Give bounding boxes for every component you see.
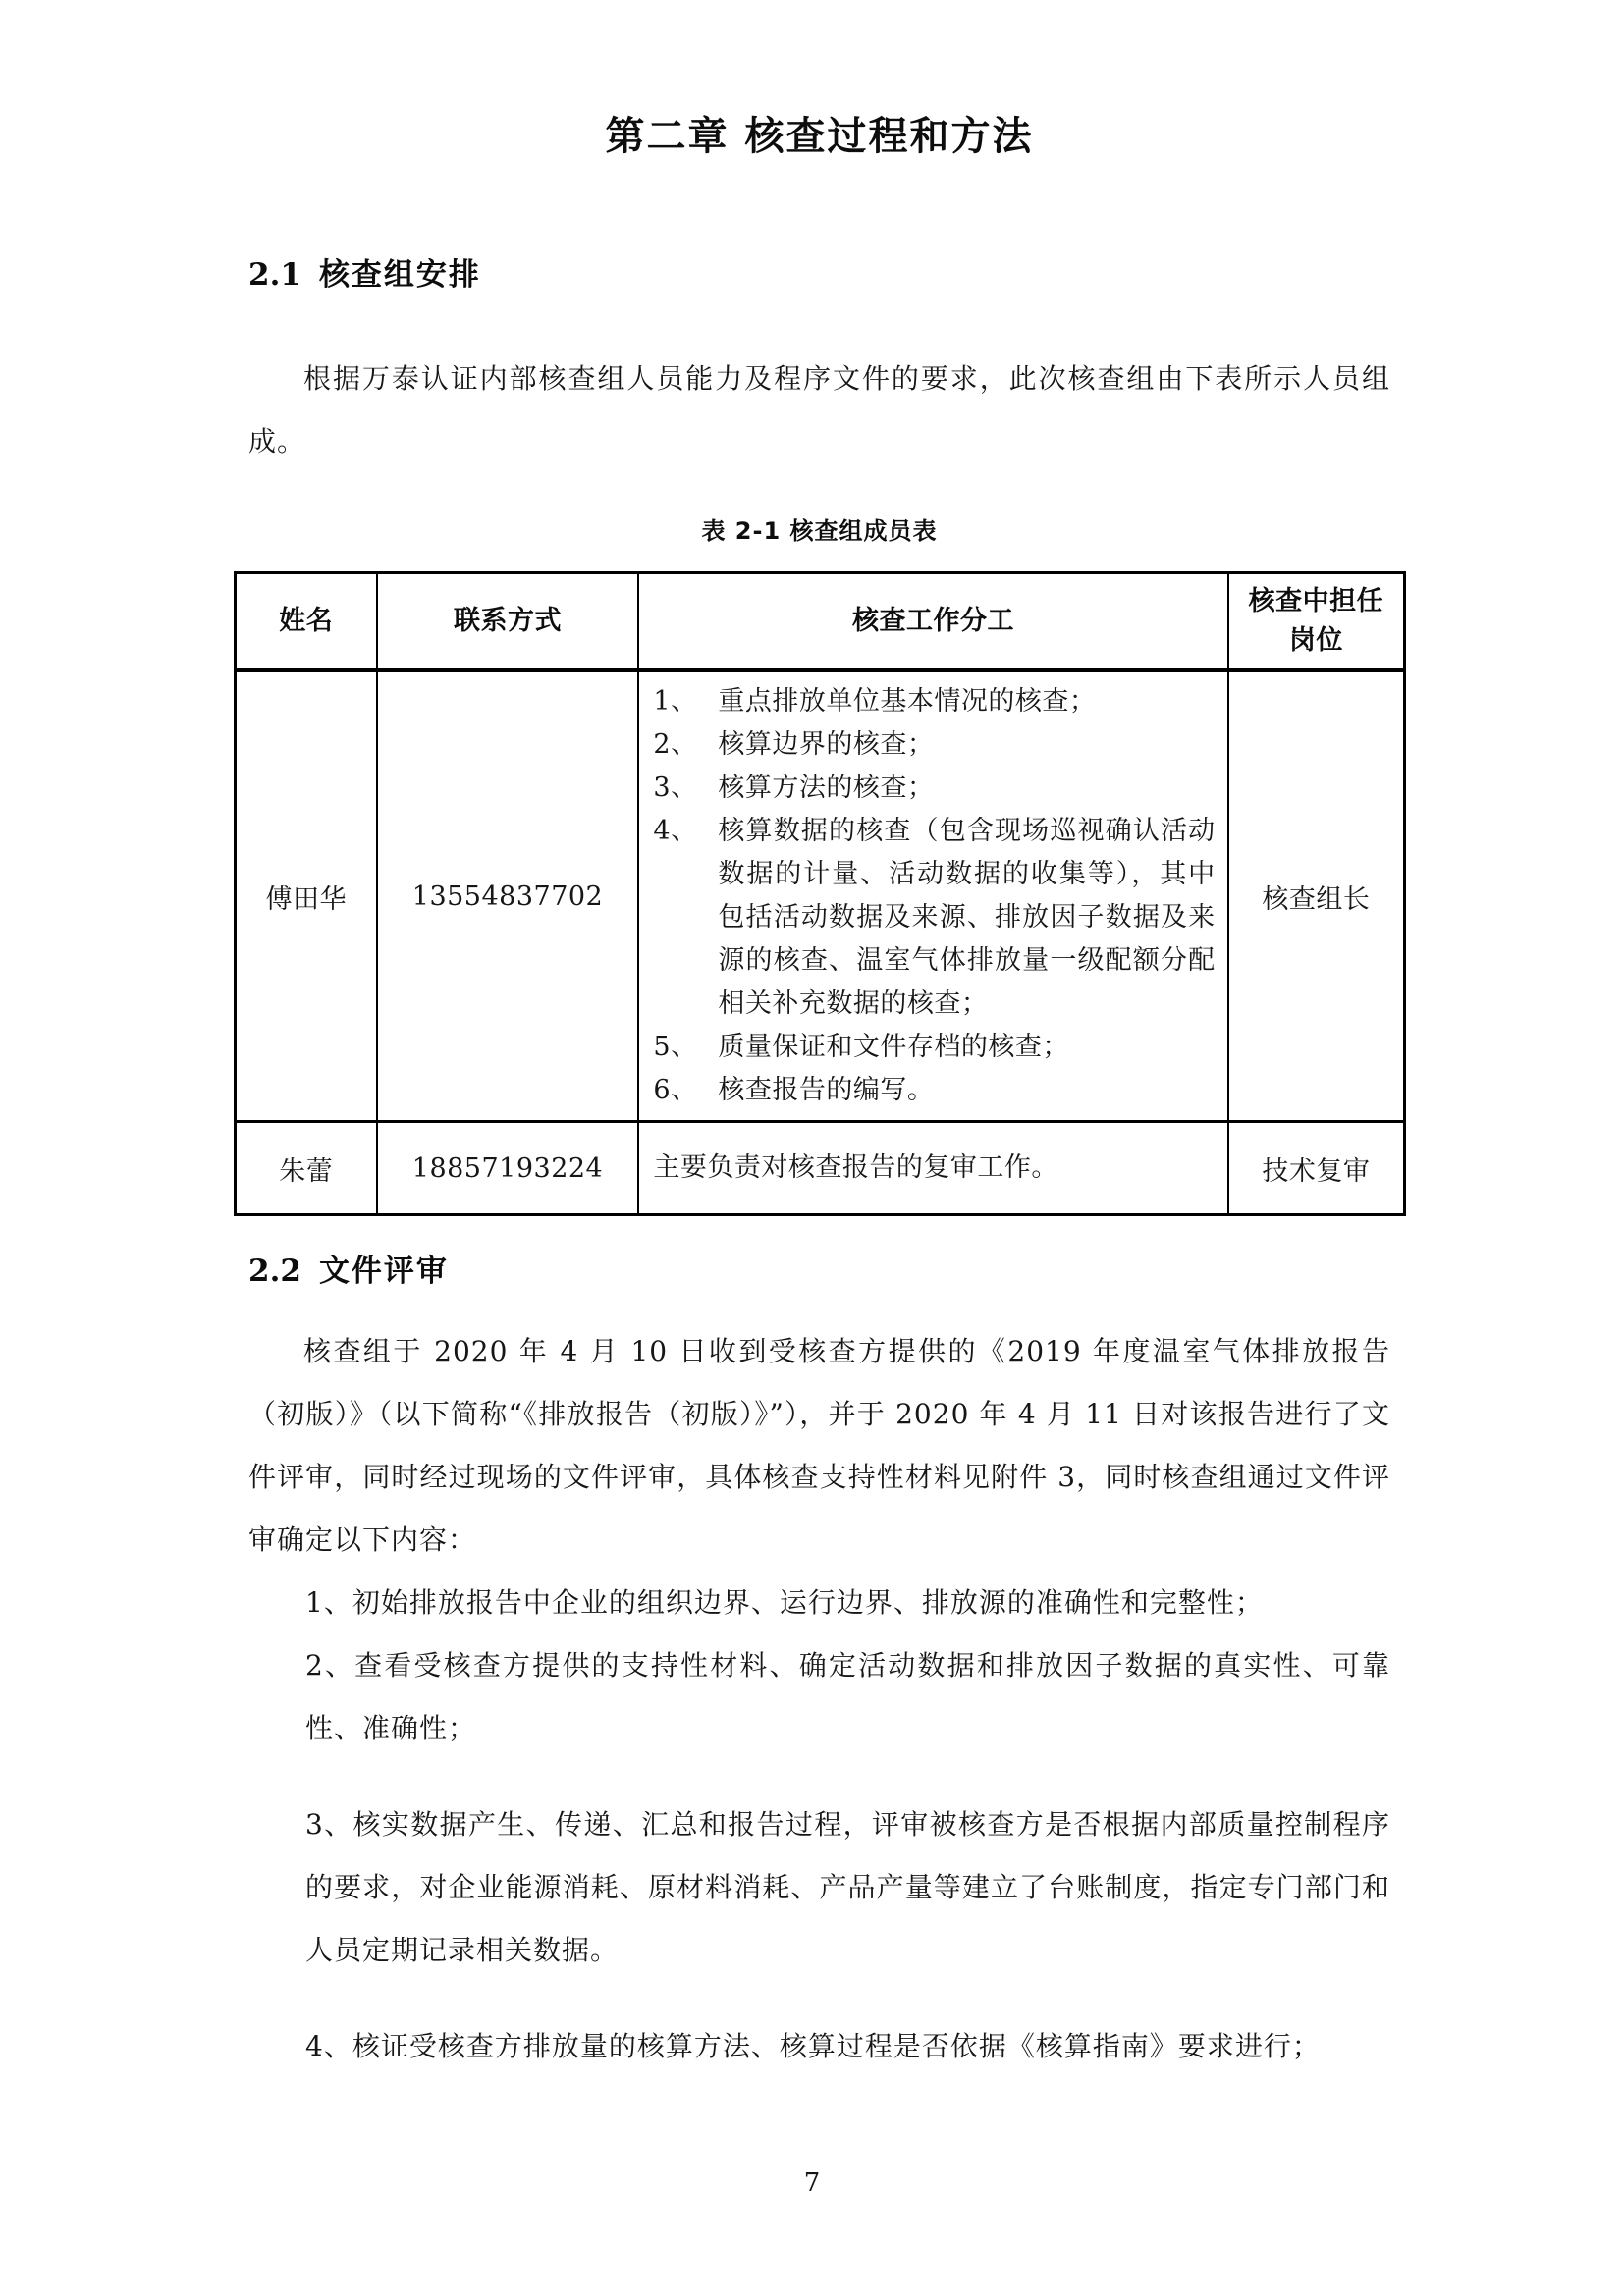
- duty-text: 核查报告的编写。: [718, 1075, 935, 1105]
- members-table: [234, 571, 1406, 1216]
- chapter-title: 第二章 核查过程和方法: [605, 114, 1034, 159]
- duty-number: 5、: [653, 1032, 698, 1062]
- member-duties: [638, 670, 1227, 1122]
- duty-number: 6、: [653, 1075, 698, 1105]
- duty-item: [639, 680, 1215, 723]
- section-2-1-number: 2.1: [248, 257, 301, 293]
- duty-item: [639, 1069, 1215, 1112]
- section-2-1-heading: [248, 253, 1390, 296]
- duty-number: 4、: [653, 816, 698, 846]
- table-row: [236, 670, 1405, 1122]
- page-number: 7: [803, 2168, 821, 2198]
- member-duties: 主要负责对核查报告的复审工作。: [638, 1122, 1227, 1215]
- table-header-row: [236, 573, 1405, 671]
- section-2-1-title: 核查组安排: [318, 257, 481, 293]
- duty-text: 重点排放单位基本情况的核查；: [718, 686, 1097, 717]
- review-item-3: 3、核实数据产生、传递、汇总和报告过程，评审被核查方是否根据内部质量控制程序的要求，对企业能源消耗、原材料消耗、产品产量等建立了台账制度，指定专门部门和人员定期记录相关数据。: [305, 1808, 1390, 1966]
- member-contact: 18857193224: [377, 1122, 639, 1215]
- duty-item: [639, 1026, 1215, 1069]
- duty-number: 2、: [653, 729, 698, 760]
- section-2-1-paragraph: 根据万泰认证内部核查组人员能力及程序文件的要求，此次核查组由下表所示人员组成。: [248, 362, 1390, 457]
- col-header-contact: 联系方式: [377, 573, 639, 671]
- member-position: 技术复审: [1228, 1122, 1405, 1215]
- col-header-duties: 核查工作分工: [638, 573, 1227, 671]
- duty-item: [639, 767, 1215, 810]
- review-item-4: 4、核证受核查方排放量的核算方法、核算过程是否依据《核算指南》要求进行；: [305, 2030, 1321, 2062]
- table-row: [236, 1122, 1405, 1215]
- member-name: 傅田华: [236, 670, 377, 1122]
- col-header-position: 核查中担任岗位: [1228, 573, 1405, 671]
- duty-number: 3、: [653, 773, 698, 803]
- duty-item: [639, 723, 1215, 767]
- section-2-2-paragraph: 核查组于 2020 年 4 月 10 日收到受核查方提供的《2019 年度温室气体排放报告（初版）》（以下简称“《排放报告（初版）》”），并于 2020 年 4 月 11 日对该报告进行了文件评审，同时经过现场的文件评审，具体核查支持性材料见附件 3，同时核查组通过文件评审确定以下内容：: [248, 1335, 1390, 1556]
- member-position: 核查组长: [1228, 670, 1405, 1122]
- col-header-name: 姓名: [236, 573, 377, 671]
- duty-number: 1、: [653, 686, 698, 717]
- review-item-1: 1、初始排放报告中企业的组织边界、运行边界、排放源的准确性和完整性；: [305, 1586, 1264, 1619]
- section-2-2-heading: [248, 1250, 1390, 1293]
- duty-text: 核算方法的核查；: [718, 773, 935, 803]
- review-item-2: 2、查看受核查方提供的支持性材料、确定活动数据和排放因子数据的真实性、可靠性、准确性；: [305, 1649, 1390, 1744]
- duty-item: [639, 810, 1215, 1026]
- section-2-2-title: 文件评审: [318, 1254, 449, 1289]
- section-2-2-number: 2.2: [248, 1254, 301, 1289]
- duty-text: 核算边界的核查；: [718, 729, 935, 760]
- member-contact: 13554837702: [377, 670, 639, 1122]
- table-caption: 表 2-1 核查组成员表: [701, 517, 938, 545]
- duty-text: 质量保证和文件存档的核查；: [718, 1032, 1069, 1062]
- duty-text: 核算数据的核查（包含现场巡视确认活动数据的计量、活动数据的收集等），其中包括活动数据及来源、排放因子数据及来源的核查、温室气体排放量一级配额分配相关补充数据的核查；: [718, 816, 1216, 1019]
- member-name: 朱蕾: [236, 1122, 377, 1215]
